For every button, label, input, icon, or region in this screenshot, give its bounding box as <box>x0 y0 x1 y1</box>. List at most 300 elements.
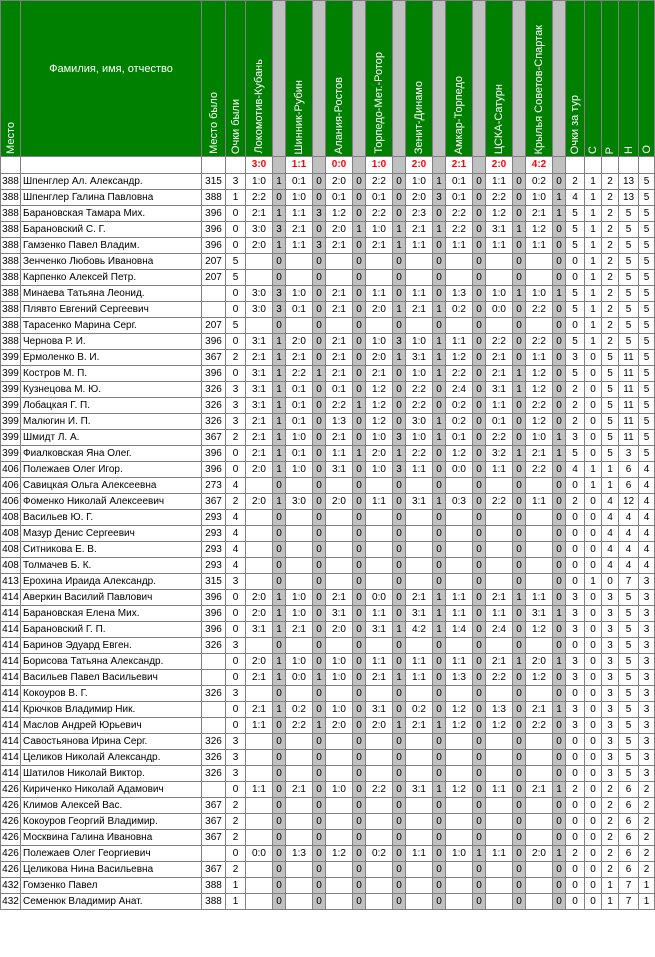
match-points-cell: 0 <box>473 286 486 302</box>
prediction-cell: 1:2 <box>446 350 473 366</box>
prediction-cell: 1:1 <box>486 462 513 478</box>
prediction-cell <box>446 254 473 270</box>
stat-cell: 5 <box>619 622 639 638</box>
prediction-cell <box>526 510 553 526</box>
match-points-cell: 1 <box>273 494 286 510</box>
match-points-cell: 0 <box>313 814 326 830</box>
prediction-cell: 1:1 <box>486 398 513 414</box>
prediction-cell: 1:2 <box>326 846 353 862</box>
match-points-cell: 0 <box>433 798 446 814</box>
match-points-cell: 0 <box>473 478 486 494</box>
match-points-cell: 0 <box>313 878 326 894</box>
place-was-cell <box>202 302 226 318</box>
prediction-cell <box>446 798 473 814</box>
prediction-cell: 1:0 <box>366 334 393 350</box>
match-points-cell: 0 <box>273 862 286 878</box>
match-points-cell: 0 <box>273 846 286 862</box>
stat-cell: 5 <box>619 270 639 286</box>
match-points-cell: 0 <box>313 254 326 270</box>
stat-cell: 1 <box>602 478 619 494</box>
prediction-cell: 0:1 <box>286 302 313 318</box>
match-points-cell: 0 <box>473 270 486 286</box>
prediction-cell <box>366 270 393 286</box>
stat-cell: 5 <box>566 238 585 254</box>
stat-cell: 4 <box>602 494 619 510</box>
match-points-cell: 0 <box>313 542 326 558</box>
stat-cell: 0 <box>566 254 585 270</box>
points-before-cell: 4 <box>226 526 246 542</box>
match-points-cell: 0 <box>273 718 286 734</box>
place-cell: 399 <box>1 430 21 446</box>
stat-cell: 3 <box>602 670 619 686</box>
stat-cell: 0 <box>585 510 602 526</box>
prediction-cell: 3:1 <box>366 702 393 718</box>
prediction-cell: 2:1 <box>326 366 353 382</box>
place-cell: 426 <box>1 862 21 878</box>
match-points-cell: 0 <box>433 574 446 590</box>
stat-cell: 3 <box>639 654 655 670</box>
place-cell: 414 <box>1 606 21 622</box>
stat-cell: 4 <box>639 462 655 478</box>
prediction-cell <box>446 318 473 334</box>
match-result: 2:0 <box>486 157 513 174</box>
place-cell: 414 <box>1 766 21 782</box>
prediction-cell: 3:1 <box>246 334 273 350</box>
prediction-cell <box>326 894 353 910</box>
prediction-cell <box>366 798 393 814</box>
prediction-cell: 2:4 <box>446 382 473 398</box>
points-before-cell: 3 <box>226 750 246 766</box>
table-row <box>1 190 655 206</box>
prediction-cell: 1:2 <box>526 622 553 638</box>
place-cell: 399 <box>1 366 21 382</box>
stat-cell: 0 <box>566 750 585 766</box>
place-cell: 413 <box>1 574 21 590</box>
place-cell: 388 <box>1 270 21 286</box>
points-before-cell: 0 <box>226 206 246 222</box>
prediction-cell <box>486 830 513 846</box>
prediction-cell <box>246 254 273 270</box>
match-points-cell: 1 <box>513 446 526 462</box>
place-was-cell: 315 <box>202 174 226 190</box>
match-points-cell: 0 <box>393 750 406 766</box>
match-points-cell: 1 <box>353 446 366 462</box>
match-points-cell: 0 <box>513 526 526 542</box>
match-points-cell: 1 <box>433 350 446 366</box>
prediction-cell: 1:1 <box>366 494 393 510</box>
place-cell: 426 <box>1 814 21 830</box>
match-points-cell: 0 <box>473 206 486 222</box>
match-points-cell: 0 <box>553 478 566 494</box>
match-points-cell: 0 <box>313 286 326 302</box>
table-row <box>1 574 655 590</box>
match-points-cell: 0 <box>473 318 486 334</box>
table-row <box>1 398 655 414</box>
table-row <box>1 718 655 734</box>
prediction-cell: 2:0 <box>246 654 273 670</box>
match-points-cell: 0 <box>313 766 326 782</box>
match-points-cell: 0 <box>473 830 486 846</box>
prediction-cell: 1:1 <box>366 286 393 302</box>
prediction-cell <box>246 894 273 910</box>
match-points-cell: 0 <box>513 878 526 894</box>
match-points-cell: 0 <box>313 654 326 670</box>
header-match: Локомотив-Кубань <box>246 1 273 157</box>
name-cell: Шпенглер Галина Павловна <box>21 190 202 206</box>
prediction-cell: 1:1 <box>446 238 473 254</box>
place-was-cell: 396 <box>202 590 226 606</box>
match-points-cell: 0 <box>473 750 486 766</box>
stat-cell: 2 <box>639 782 655 798</box>
stat-cell: 0 <box>585 350 602 366</box>
stat-cell: 4 <box>602 558 619 574</box>
prediction-cell: 2:1 <box>246 430 273 446</box>
prediction-cell: 1:3 <box>446 286 473 302</box>
match-points-cell: 0 <box>353 462 366 478</box>
stat-cell: 0 <box>566 638 585 654</box>
stat-cell: 0 <box>566 478 585 494</box>
match-points-cell: 0 <box>393 270 406 286</box>
name-cell: Малюгин И. П. <box>21 414 202 430</box>
match-points-cell: 0 <box>273 734 286 750</box>
stat-cell: 2 <box>602 846 619 862</box>
prediction-cell: 2:0 <box>366 718 393 734</box>
stat-cell: 4 <box>639 526 655 542</box>
prediction-cell <box>486 526 513 542</box>
stat-cell: 5 <box>566 206 585 222</box>
prediction-cell: 1:1 <box>446 334 473 350</box>
stat-cell: 5 <box>566 286 585 302</box>
table-row <box>1 686 655 702</box>
stat-cell: 0 <box>585 798 602 814</box>
prediction-cell: 3:1 <box>326 462 353 478</box>
prediction-cell: 1:2 <box>446 446 473 462</box>
prediction-cell: 2:1 <box>246 702 273 718</box>
match-points-cell: 0 <box>313 526 326 542</box>
match-points-cell: 0 <box>433 702 446 718</box>
prediction-cell <box>526 814 553 830</box>
prediction-cell: 2:0 <box>246 238 273 254</box>
stat-cell: 4 <box>619 526 639 542</box>
match-points-cell: 0 <box>433 878 446 894</box>
place-cell: 432 <box>1 878 21 894</box>
place-was-cell: 367 <box>202 798 226 814</box>
match-result: 4:2 <box>526 157 553 174</box>
prediction-cell <box>446 478 473 494</box>
match-points-cell: 1 <box>433 366 446 382</box>
match-points-cell: 0 <box>513 782 526 798</box>
prediction-cell <box>326 686 353 702</box>
prediction-cell <box>246 878 273 894</box>
place-cell: 426 <box>1 798 21 814</box>
match-points-cell: 0 <box>353 782 366 798</box>
stat-cell: 3 <box>639 606 655 622</box>
match-points-cell: 0 <box>273 750 286 766</box>
table-row <box>1 494 655 510</box>
prediction-cell: 1:0 <box>286 190 313 206</box>
stat-cell: 7 <box>619 574 639 590</box>
match-points-cell: 0 <box>273 526 286 542</box>
place-cell: 432 <box>1 894 21 910</box>
name-cell: Климов Алексей Вас. <box>21 798 202 814</box>
match-points-cell: 0 <box>393 526 406 542</box>
place-was-cell: 396 <box>202 238 226 254</box>
match-points-cell: 0 <box>353 254 366 270</box>
match-points-cell: 1 <box>433 174 446 190</box>
header-match: ЦСКА-Сатурн <box>486 1 513 157</box>
place-was-cell: 396 <box>202 606 226 622</box>
place-cell: 426 <box>1 782 21 798</box>
match-points-cell: 1 <box>473 846 486 862</box>
points-before-cell: 4 <box>226 542 246 558</box>
match-points-cell: 0 <box>313 318 326 334</box>
match-points-cell: 0 <box>433 766 446 782</box>
prediction-cell <box>406 510 433 526</box>
match-points-cell: 1 <box>433 430 446 446</box>
match-points-cell: 0 <box>553 798 566 814</box>
prediction-cell: 3:1 <box>246 382 273 398</box>
prediction-cell: 2:1 <box>326 430 353 446</box>
match-points-cell: 0 <box>473 878 486 894</box>
match-points-cell: 0 <box>553 398 566 414</box>
header-match: Шинник-Рубин <box>286 1 313 157</box>
stat-cell: 3 <box>602 622 619 638</box>
match-points-cell: 1 <box>553 782 566 798</box>
table-row <box>1 894 655 910</box>
stat-cell: 4 <box>566 462 585 478</box>
stat-cell: 3 <box>602 686 619 702</box>
stat-cell: 5 <box>639 318 655 334</box>
prediction-cell <box>326 878 353 894</box>
match-points-cell: 1 <box>513 654 526 670</box>
name-cell: Тарасенко Марина Серг. <box>21 318 202 334</box>
place-cell: 414 <box>1 718 21 734</box>
match-points-cell: 0 <box>433 558 446 574</box>
prediction-cell <box>326 798 353 814</box>
match-points-cell: 0 <box>353 686 366 702</box>
stat-cell: 1 <box>585 574 602 590</box>
prediction-cell: 2:1 <box>366 366 393 382</box>
match-points-cell: 0 <box>393 782 406 798</box>
match-points-cell: 0 <box>353 590 366 606</box>
prediction-cell: 1:2 <box>366 414 393 430</box>
match-points-cell: 0 <box>353 542 366 558</box>
header-match: Торпедо-Мет.-Ротор <box>366 1 393 157</box>
table-row <box>1 222 655 238</box>
match-points-cell: 1 <box>273 654 286 670</box>
prediction-cell <box>486 638 513 654</box>
points-before-cell: 2 <box>226 830 246 846</box>
prediction-cell: 2:0 <box>326 174 353 190</box>
match-points-cell: 0 <box>553 830 566 846</box>
place-was-cell: 207 <box>202 318 226 334</box>
prediction-cell <box>406 750 433 766</box>
match-points-cell: 0 <box>553 238 566 254</box>
stat-cell: 3 <box>602 638 619 654</box>
place-cell: 388 <box>1 222 21 238</box>
prediction-cell <box>246 478 273 494</box>
table-row <box>1 878 655 894</box>
prediction-cell <box>406 542 433 558</box>
prediction-cell: 1:1 <box>286 206 313 222</box>
place-cell: 388 <box>1 302 21 318</box>
prediction-cell: 1:1 <box>246 718 273 734</box>
prediction-cell <box>366 638 393 654</box>
prediction-cell: 2:2 <box>526 718 553 734</box>
match-points-cell: 0 <box>513 798 526 814</box>
match-points-cell: 0 <box>553 494 566 510</box>
prediction-cell: 2:1 <box>526 702 553 718</box>
match-points-cell: 1 <box>273 446 286 462</box>
prediction-cell: 4:2 <box>406 622 433 638</box>
match-points-cell: 1 <box>433 222 446 238</box>
stat-cell: 0 <box>566 766 585 782</box>
prediction-cell <box>366 254 393 270</box>
match-points-cell: 0 <box>353 830 366 846</box>
prediction-cell: 2:2 <box>526 334 553 350</box>
points-before-cell: 0 <box>226 590 246 606</box>
prediction-cell: 1:0 <box>286 430 313 446</box>
prediction-cell: 2:2 <box>286 718 313 734</box>
prediction-cell: 0:1 <box>326 382 353 398</box>
match-points-cell: 0 <box>313 510 326 526</box>
prediction-cell: 2:2 <box>246 190 273 206</box>
prediction-cell <box>286 814 313 830</box>
prediction-cell: 1:1 <box>526 494 553 510</box>
stat-cell: 5 <box>639 190 655 206</box>
stat-cell: 2 <box>566 398 585 414</box>
stat-cell: 2 <box>602 190 619 206</box>
place-cell: 408 <box>1 526 21 542</box>
match-points-cell: 3 <box>273 286 286 302</box>
stat-cell: 6 <box>619 814 639 830</box>
stat-cell: 3 <box>639 638 655 654</box>
stat-cell: 3 <box>566 622 585 638</box>
match-points-cell: 0 <box>393 542 406 558</box>
match-points-cell: 0 <box>273 270 286 286</box>
match-points-cell: 0 <box>473 574 486 590</box>
name-cell: Шмидт Л. А. <box>21 430 202 446</box>
match-points-cell: 0 <box>353 190 366 206</box>
match-points-cell: 0 <box>393 478 406 494</box>
prediction-cell: 0:0 <box>246 846 273 862</box>
prediction-cell <box>326 734 353 750</box>
prediction-cell: 0:1 <box>326 190 353 206</box>
prediction-cell: 3:1 <box>406 606 433 622</box>
place-cell: 406 <box>1 462 21 478</box>
match-points-cell: 0 <box>473 686 486 702</box>
stat-cell: 7 <box>619 878 639 894</box>
stat-cell: 12 <box>619 494 639 510</box>
prediction-cell <box>406 862 433 878</box>
prediction-cell <box>486 894 513 910</box>
match-points-cell: 1 <box>313 718 326 734</box>
match-points-cell: 0 <box>553 366 566 382</box>
prediction-cell: 3:0 <box>246 222 273 238</box>
match-points-cell: 0 <box>393 798 406 814</box>
match-points-cell: 0 <box>313 558 326 574</box>
prediction-cell <box>406 526 433 542</box>
prediction-cell <box>326 542 353 558</box>
prediction-cell: 1:1 <box>366 654 393 670</box>
stat-cell: 4 <box>639 494 655 510</box>
match-points-cell: 1 <box>553 286 566 302</box>
name-cell: Ермоленко В. И. <box>21 350 202 366</box>
match-points-cell: 0 <box>353 238 366 254</box>
name-cell: Баринов Эдуард Евген. <box>21 638 202 654</box>
prediction-cell <box>486 318 513 334</box>
match-points-cell: 0 <box>553 526 566 542</box>
stat-cell: 3 <box>566 702 585 718</box>
prediction-cell <box>326 766 353 782</box>
stat-cell: 0 <box>585 862 602 878</box>
prediction-cell <box>366 814 393 830</box>
stat-cell: 0 <box>585 702 602 718</box>
stat-cell: 6 <box>619 830 639 846</box>
prediction-cell <box>446 542 473 558</box>
match-points-cell: 0 <box>513 270 526 286</box>
stat-cell: 5 <box>619 766 639 782</box>
prediction-cell <box>286 878 313 894</box>
table-row <box>1 462 655 478</box>
prediction-cell: 1:1 <box>286 238 313 254</box>
prediction-cell <box>326 558 353 574</box>
match-points-cell: 0 <box>393 190 406 206</box>
prediction-cell: 1:1 <box>526 350 553 366</box>
points-before-cell: 3 <box>226 734 246 750</box>
stat-cell: 5 <box>619 686 639 702</box>
place-was-cell: 326 <box>202 414 226 430</box>
stat-cell: 2 <box>602 318 619 334</box>
table-row <box>1 654 655 670</box>
prediction-cell: 2:1 <box>486 350 513 366</box>
name-cell: Целикова Нина Васильевна <box>21 862 202 878</box>
place-was-cell: 388 <box>202 894 226 910</box>
stat-cell: 5 <box>639 382 655 398</box>
match-points-cell: 0 <box>353 718 366 734</box>
table-row <box>1 286 655 302</box>
prediction-cell <box>446 894 473 910</box>
match-points-cell: 0 <box>353 510 366 526</box>
match-points-cell: 0 <box>313 590 326 606</box>
prediction-cell: 3:1 <box>486 382 513 398</box>
header-gap <box>353 1 366 157</box>
match-points-cell: 0 <box>553 862 566 878</box>
prediction-cell: 1:0 <box>366 430 393 446</box>
stat-cell: 0 <box>585 622 602 638</box>
match-points-cell: 0 <box>353 846 366 862</box>
match-points-cell: 0 <box>473 382 486 398</box>
place-cell: 414 <box>1 702 21 718</box>
table-row <box>1 382 655 398</box>
place-was-cell: 326 <box>202 766 226 782</box>
stat-cell: 0 <box>585 846 602 862</box>
match-points-cell: 1 <box>273 174 286 190</box>
prediction-cell: 0:0 <box>366 590 393 606</box>
stat-cell: 5 <box>639 254 655 270</box>
match-points-cell: 0 <box>473 510 486 526</box>
match-points-cell: 0 <box>513 606 526 622</box>
stat-cell: 2 <box>639 814 655 830</box>
match-points-cell: 0 <box>473 734 486 750</box>
match-points-cell: 0 <box>513 478 526 494</box>
prediction-cell: 2:1 <box>366 670 393 686</box>
match-points-cell: 0 <box>393 174 406 190</box>
match-points-cell: 1 <box>273 590 286 606</box>
match-points-cell: 0 <box>473 494 486 510</box>
prediction-cell <box>446 766 473 782</box>
points-before-cell: 4 <box>226 558 246 574</box>
